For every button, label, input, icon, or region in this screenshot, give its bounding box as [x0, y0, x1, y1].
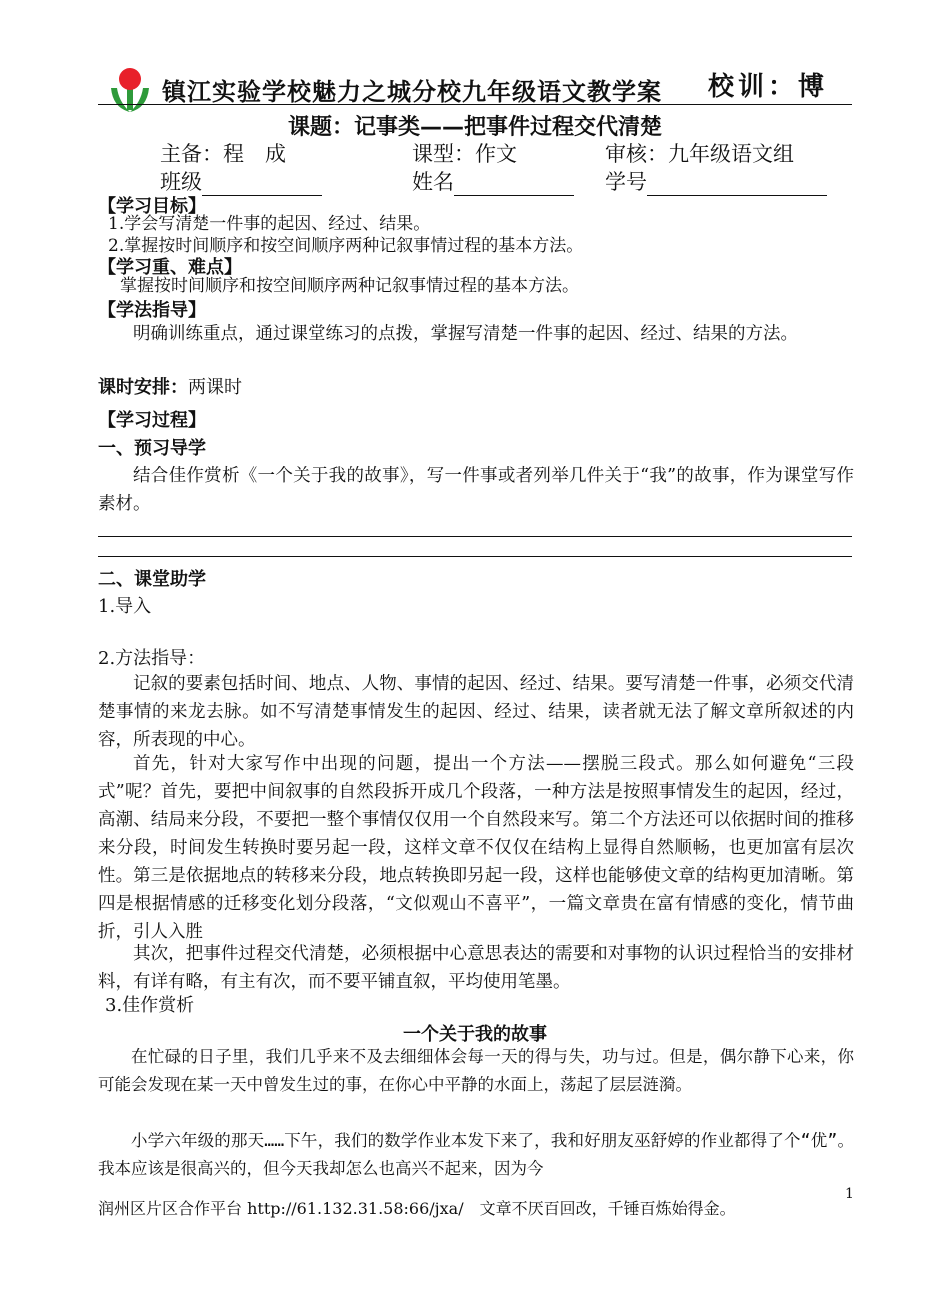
guide-paragraph: 首先，针对大家写作中出现的问题，提出一个方法——摆脱三段式。那么如何避免“三段式”呢？首先，要把中间叙事的自然段拆开成几个段落，一种方法是按照事情发生的起因，经过，高潮、结局来分段，不要把一整个事情仅仅用一个自然段来写。第二个方法还可以依据时间的推移来分段，时间发生转换时要另起一段，这样文章不仅仅在结构上显得自然顺畅，也更加富有层次性。第三是依据地点的转移来分段，地点转换即另起一段，这样也能够使文章的结构更加清晰。第四是根据情感的迁移变化划分段落，“文似观山不喜平”，一篇文章贵在富有情感的变化，情节曲折，引人入胜 — [98, 754, 854, 942]
essay-paragraph: 小学六年级的那天……下午，我们的数学作业本发下来了，我和好朋友巫舒婷的作业都得了个“优”。我本应该是很高兴的，但今天我却怎么也高兴不起来，因为今 — [98, 1131, 854, 1178]
goal-item: 1.学会写清楚一件事的起因、经过、结果。 — [108, 214, 431, 234]
method-text: 明确训练重点，通过课堂练习的点拨，掌握写清楚一件事的起因、经过、结果的方法。 — [133, 324, 798, 344]
goals-heading: 【学习目标】 — [98, 196, 206, 217]
method-heading: 【学法指导】 — [98, 300, 206, 321]
answer-line[interactable] — [98, 536, 852, 537]
guide-paragraph: 记叙的要素包括时间、地点、人物、事情的起因、经过、结果。要写清楚一件事，必须交代清楚事情的来龙去脉。如不写清楚事情发生的起因、经过、结果，读者就无法了解文章所叙述的内容，所表现的中心。 — [98, 674, 854, 750]
page-number: 1 — [845, 1186, 854, 1202]
header-divider — [98, 104, 852, 105]
class-heading: 二、课堂助学 — [98, 569, 206, 590]
lesson-type: 课型：作文 — [412, 142, 517, 166]
preview-text: 结合佳作赏析《一个关于我的故事》，写一件事或者列举几件关于“我”的故事，作为课堂写作素材。 — [98, 466, 854, 514]
reviewer: 审核：九年级语文组 — [605, 142, 794, 166]
student-number-field[interactable]: 学号 — [605, 166, 827, 196]
intro-item: 1.导入 — [98, 596, 152, 617]
schedule: 课时安排：两课时 — [98, 377, 242, 398]
lesson-title: 课题：记事类——把事件过程交代清楚 — [287, 115, 662, 140]
school-name: 镇江实验学校魅力之城分校九年级语文教学案 — [162, 78, 662, 106]
process-heading: 【学习过程】 — [98, 410, 206, 431]
answer-line[interactable] — [98, 556, 852, 557]
footer-text: 润州区片区合作平台 http://61.132.31.58:66/jxa/ 文章不厌百回改，千锤百炼始得金。 — [98, 1199, 736, 1218]
method-guide-item: 2.方法指导： — [98, 648, 206, 669]
goal-item: 2.掌握按时间顺序和按空间顺序两种记叙事情过程的基本方法。 — [108, 236, 584, 256]
appreciation-item: 3.佳作赏析 — [105, 995, 195, 1016]
class-field[interactable]: 班级 — [160, 166, 322, 196]
essay-title: 一个关于我的故事 — [403, 1024, 547, 1045]
preview-heading: 一、预习导学 — [98, 438, 206, 459]
school-logo-icon — [107, 66, 153, 114]
essay-paragraph: 在忙碌的日子里，我们几乎来不及去细细体会每一天的得与失，功与过。但是，偶尔静下心来，你可能会发现在某一天中曾发生过的事，在你心中平静的水面上，荡起了层层涟漪。 — [98, 1047, 854, 1094]
preparer: 主备：程 成 — [160, 142, 286, 166]
key-points-heading: 【学习重、难点】 — [98, 257, 242, 278]
school-motto: 校训：博 — [708, 72, 829, 102]
name-field[interactable]: 姓名 — [412, 166, 574, 196]
key-points-text: 掌握按时间顺序和按空间顺序两种记叙事情过程的基本方法。 — [120, 276, 579, 296]
guide-paragraph: 其次，把事件过程交代清楚，必须根据中心意思表达的需要和对事物的认识过程恰当的安排材料，有详有略，有主有次，而不要平铺直叙，平均使用笔墨。 — [98, 944, 854, 992]
